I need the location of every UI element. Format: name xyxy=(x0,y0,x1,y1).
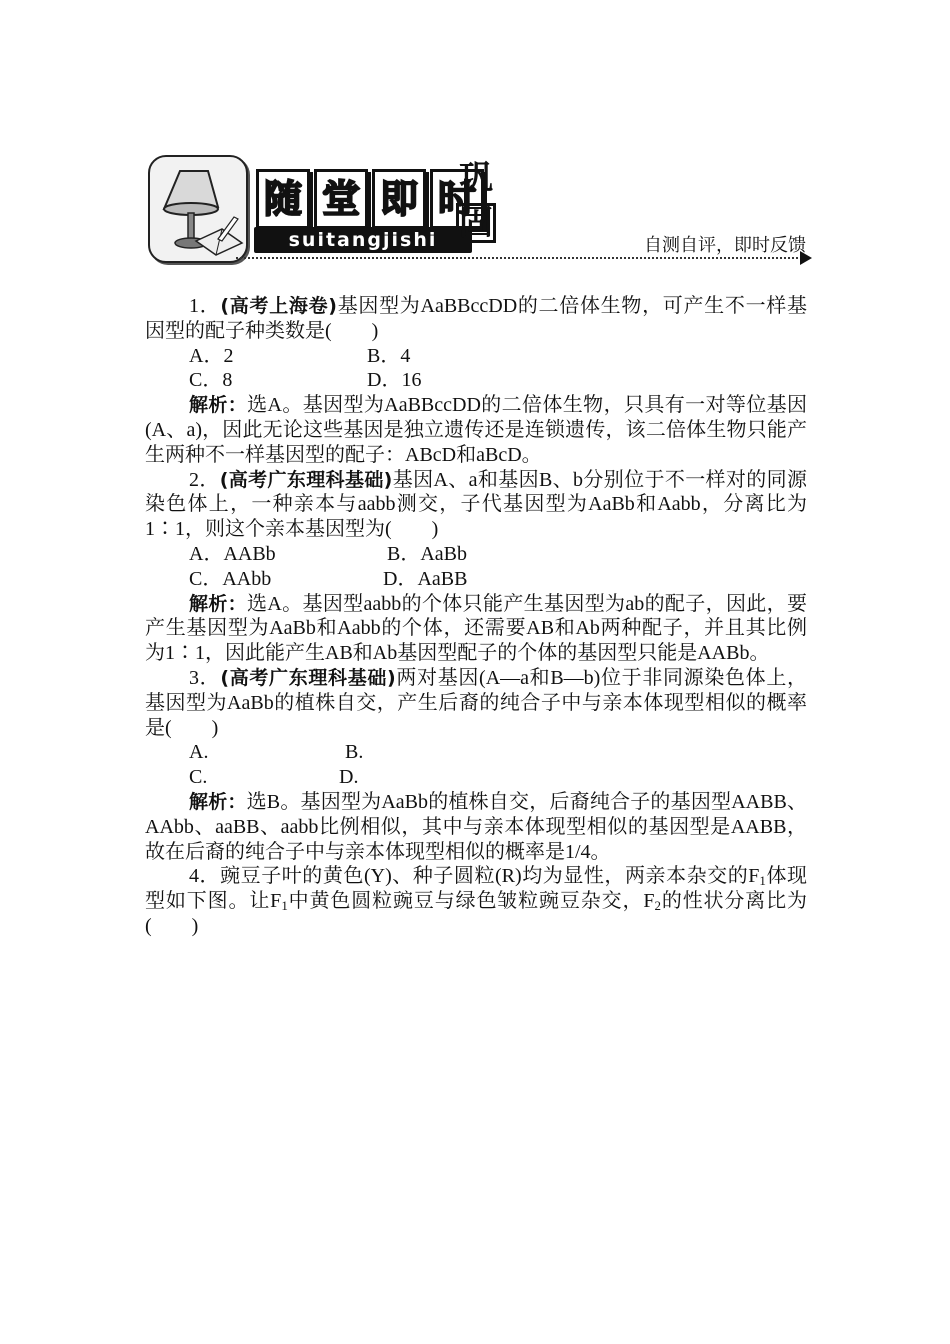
question-source: (高考广东理科基础) xyxy=(219,468,393,491)
question-2-options xyxy=(145,542,807,567)
option-d: D．16 xyxy=(367,369,422,392)
banner-dotted-divider xyxy=(236,257,802,259)
banner-title xyxy=(256,169,484,225)
question-source: (高考上海卷) xyxy=(220,295,337,317)
option-a: A．2 xyxy=(189,344,234,367)
section-banner xyxy=(148,155,818,265)
lamp-book-icon xyxy=(148,155,248,263)
question-3-options xyxy=(145,765,807,790)
analysis-label: 解析： xyxy=(189,592,248,615)
question-1-options xyxy=(145,344,807,369)
banner-subtitle: 自测自评，即时反馈 xyxy=(644,235,806,256)
banner-title-char: 时 xyxy=(430,169,484,229)
option-b: B．AaBb xyxy=(387,542,467,565)
question-2-analysis xyxy=(145,592,807,666)
question-number: 4． xyxy=(189,865,221,888)
analysis-text: 选B。基因型为AaBb的植株自交，后裔纯合子的基因型AABB、AAbb、aaBB、aabb比例相似，其中与亲本体现型相似的基因型是AABB，故在后裔的纯合子中与亲本体现型相似的概率是1/4。 xyxy=(145,790,807,863)
question-3-stem xyxy=(145,666,807,740)
question-2-stem xyxy=(145,468,807,542)
question-3-analysis xyxy=(145,790,807,864)
option-b: B. xyxy=(345,741,364,764)
question-text: 基因型为AaBBccDD的二倍体生物，可产生不一样基因型的配子种类数是( ) xyxy=(145,295,807,342)
analysis-label: 解析： xyxy=(189,394,248,417)
question-1-stem xyxy=(145,294,807,344)
analysis-label: 解析： xyxy=(189,790,247,813)
option-d: D．AaBB xyxy=(383,567,468,590)
subscript: 2 xyxy=(654,898,661,914)
option-c: C. xyxy=(189,766,208,789)
option-a: A．AABb xyxy=(189,542,276,565)
option-d: D. xyxy=(339,766,359,789)
question-text: 豌豆子叶的黄色(Y)、种子圆粒(R)均为显性，两亲本杂交的F xyxy=(220,865,760,888)
question-number: 2． xyxy=(189,468,220,491)
question-4-stem xyxy=(145,864,807,938)
banner-title-char: 随 xyxy=(256,169,310,229)
banner-pinyin: suitangjishi xyxy=(254,227,472,253)
question-text: 两对基因(A—a和B—b)位于非同源染色体上，基因型为AaBb的植株自交，产生后裔的纯合子中与亲本体现型相似的概率是( ) xyxy=(145,666,808,739)
banner-title-char: 堂 xyxy=(314,169,368,229)
question-3-options xyxy=(145,740,807,765)
question-source: (高考广东理科基础) xyxy=(220,666,396,689)
question-2-options xyxy=(145,567,807,592)
analysis-text: 选A。基因型aabb的个体只能产生基因型为ab的配子，因此，要产生基因型为AaBb和Aabb的个体，还需要AB和Ab两种配子，并且其比例为1∶1，因此能产生AB和Ab基因型配子的个体的基因型只能是AABb。 xyxy=(145,592,807,665)
analysis-text: 选A。基因型为AaBBccDD的二倍体生物，只具有一对等位基因(A、a)，因此无论这些基因是独立遗传还是连锁遗传，该二倍体生物只能产生两种不一样基因型的配子：ABcD和aBcD。 xyxy=(145,394,807,466)
question-text: 中黄色圆粒豌豆与绿色皱粒豌豆杂交，F xyxy=(287,890,655,913)
banner-side-char: 固 xyxy=(456,203,496,243)
subscript: 1 xyxy=(759,873,766,889)
banner-title-char: 即 xyxy=(372,169,426,229)
question-text: 基因A、a和基因B、b分别位于不一样对的同源染色体上，一种亲本与aabb测交，子代基因型为AaBb和Aabb，分离比为1∶1，则这个亲本基因型为( ) xyxy=(145,468,808,541)
question-1-options xyxy=(145,368,807,393)
subscript: 1 xyxy=(281,898,288,914)
arrow-right-icon xyxy=(800,251,812,265)
option-b: B．4 xyxy=(367,344,411,367)
question-1-analysis xyxy=(145,393,807,467)
question-number: 3． xyxy=(189,666,221,689)
option-c: C．AAbb xyxy=(189,567,272,590)
question-content xyxy=(145,294,807,939)
question-text: 的性状分离比为( ) xyxy=(145,890,808,937)
question-number: 1． xyxy=(189,295,221,317)
option-a: A. xyxy=(189,741,209,764)
question-text: 体现型如下图。让F xyxy=(145,865,808,913)
option-c: C．8 xyxy=(189,369,233,392)
banner-side-title xyxy=(456,157,496,243)
banner-side-char: 巩 xyxy=(459,158,493,198)
